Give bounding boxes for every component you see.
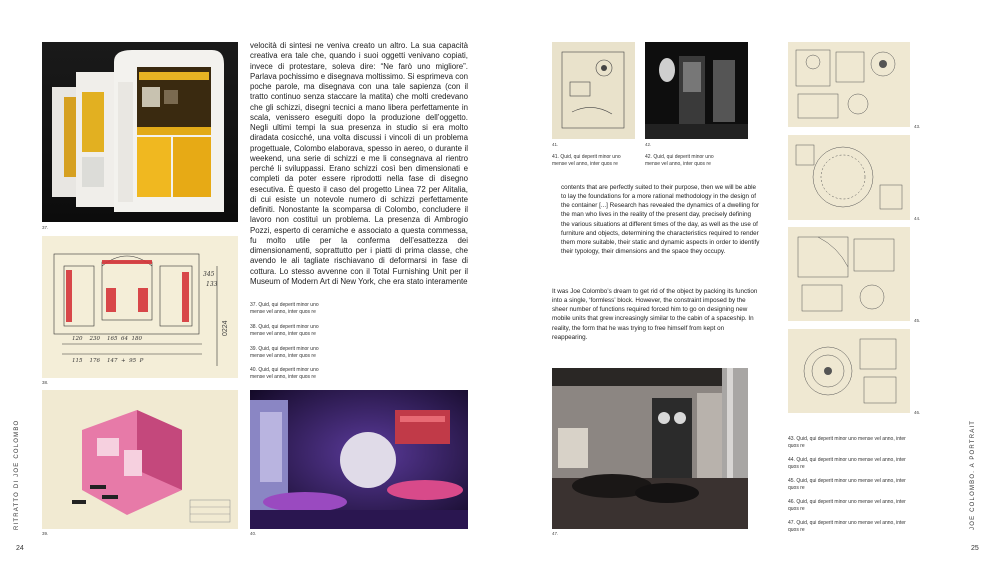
caption-38: 38. Quid, qui deperit minor uno mense vel anno, inter quos re (250, 324, 319, 337)
english-body-text-1: contents that are perfectly suited to their purpose, then we will be able to lay the foundations for a more rational methodology in the design of the container [...] Research has revealed the dynamics of a dwelling for the man who lives in the reality of the present day, precisely defining the various situations at different times of the day, as well as the use of furniture and objects, determining the characteristics required to render them more suitable, their static and dynamic aspects in order to identify their typology, their dimensions and the space they occupy. (561, 184, 760, 256)
english-body-text-2: It was Joe Colombo’s dream to get rid of the object by packing its function into a single, ‘formless’ block. However, the constraint imposed by the sheer number of functions required forced him to go on designing new mobile units that grew increasingly similar to the cabin of a spaceship. In reality, the form that he was trying to free himself from kept on reappearing. (552, 288, 758, 341)
figure-37-number: 37. (42, 225, 49, 230)
figure-44-sketch (788, 135, 910, 220)
fig38-dims-top: 120 230 165 64 180 (72, 336, 142, 342)
caption-47: 47. Quid, qui deperit minor uno mense vel anno, inter quos re (788, 520, 906, 533)
figure-45-sketch (788, 227, 910, 321)
figure-41-number: 41. (552, 142, 559, 147)
figure-47-photo (552, 368, 748, 529)
figure-47-number: 47. (552, 531, 559, 536)
figure-39-number: 39. (42, 531, 49, 536)
page-number-right: 25 (971, 545, 979, 552)
figure-40-number: 40. (250, 531, 257, 536)
caption-46: 46. Quid, qui deperit minor uno mense vel anno, inter quos re (788, 499, 906, 512)
figure-42-photo (645, 42, 748, 139)
caption-43: 43. Quid, qui deperit minor uno mense vel anno, inter quos re (788, 436, 906, 449)
caption-39: 39. Quid, qui deperit minor uno mense vel anno, inter quos re (250, 346, 319, 359)
figure-44-number: 44. (914, 216, 921, 221)
figure-45-number: 45. (914, 318, 921, 323)
caption-41: 41. Quid, qui deperit minor uno mense vel anno, inter quos re (552, 154, 621, 167)
running-title-right: JOE COLOMBO. A PORTRAIT (970, 419, 976, 530)
figure-43-sketch (788, 42, 910, 127)
running-title-left: RITRATTO DI JOE COLOMBO (14, 419, 20, 530)
figure-42-number: 42. (645, 142, 652, 147)
fig38-annotation-b: 133 (206, 281, 218, 288)
caption-44: 44. Quid, qui deperit minor uno mense vel anno, inter quos re (788, 457, 906, 470)
italian-body-text: velocità di sintesi ne veniva creato un altro. La sua capacità creativa era tale che, quando i suoi oggetti venivano copiati, invece di protestare, soleva dire: “Ne farò uno migliore”. Parlava pochissimo e disegnava moltissimo. Si esprimeva con poche parole, ma disegnava con una tale sapienza (con il tratto continuo senza staccare la matita) che molti credevano che gli schizzi, disegni tecnici a mano libera perfettamente in scala, venissero eseguiti dopo la produzione dell’oggetto. Negli ultimi tempi la sua presenza in studio si era molto diradata cosicché, una volta discussi i vincoli di un problema progettuale, Colombo elaborava, spesso in aereo, o durante il weekend, una serie di schizzi e me li consegnava al rientro perché li sviluppassi. Erano schizzi così ben dimensionati e completi da poter essere riprodotti nella fase di disegno esecutiva. È questo il caso del progetto Linea 72 per Alitalia, di cui esiste un notevole numero di schizzi perfettamente definiti. Nonostante la scomparsa di Colombo, concludere il lavoro non costituì un problema. La presenza di Ambrogio Pozzi, esperto di ceramiche e associato a questa commessa, fu molto utile per la conferma dell’esattezza dei dimensionamenti, soprattutto per i piatti di prima classe, che avendo le ali tagliate rischiavano di deformarsi in fase di cottura. Lo stesso avvenne con il Total Furnishing Unit per il Museum of Modern Art di New York, che era stato interamente (250, 41, 468, 286)
caption-42: 42. Quid, qui deperit minor uno mense vel anno, inter quos re (645, 154, 714, 167)
figure-46-sketch (788, 329, 910, 413)
fig38-annotation-a: 345 (203, 271, 215, 278)
fig38-code: 0224 (222, 320, 229, 336)
figure-40-photo (250, 390, 468, 529)
figure-46-number: 46. (914, 410, 921, 415)
fig38-dims-bottom: 115 176 147 + 95 P (72, 358, 144, 364)
figure-37-photo (42, 42, 238, 222)
figure-38-sketch (42, 236, 238, 378)
caption-45: 45. Quid, qui deperit minor uno mense vel anno, inter quos re (788, 478, 906, 491)
caption-40: 40. Quid, qui deperit minor uno mense vel anno, inter quos re (250, 367, 319, 380)
page-number-left: 24 (16, 545, 24, 552)
figure-41-sketch (552, 42, 635, 139)
figure-43-number: 43. (914, 124, 921, 129)
caption-37: 37. Quid, qui deperit minor uno mense vel anno, inter quos re (250, 302, 319, 315)
figure-39-sketch (42, 390, 238, 529)
figure-38-number: 38. (42, 380, 49, 385)
